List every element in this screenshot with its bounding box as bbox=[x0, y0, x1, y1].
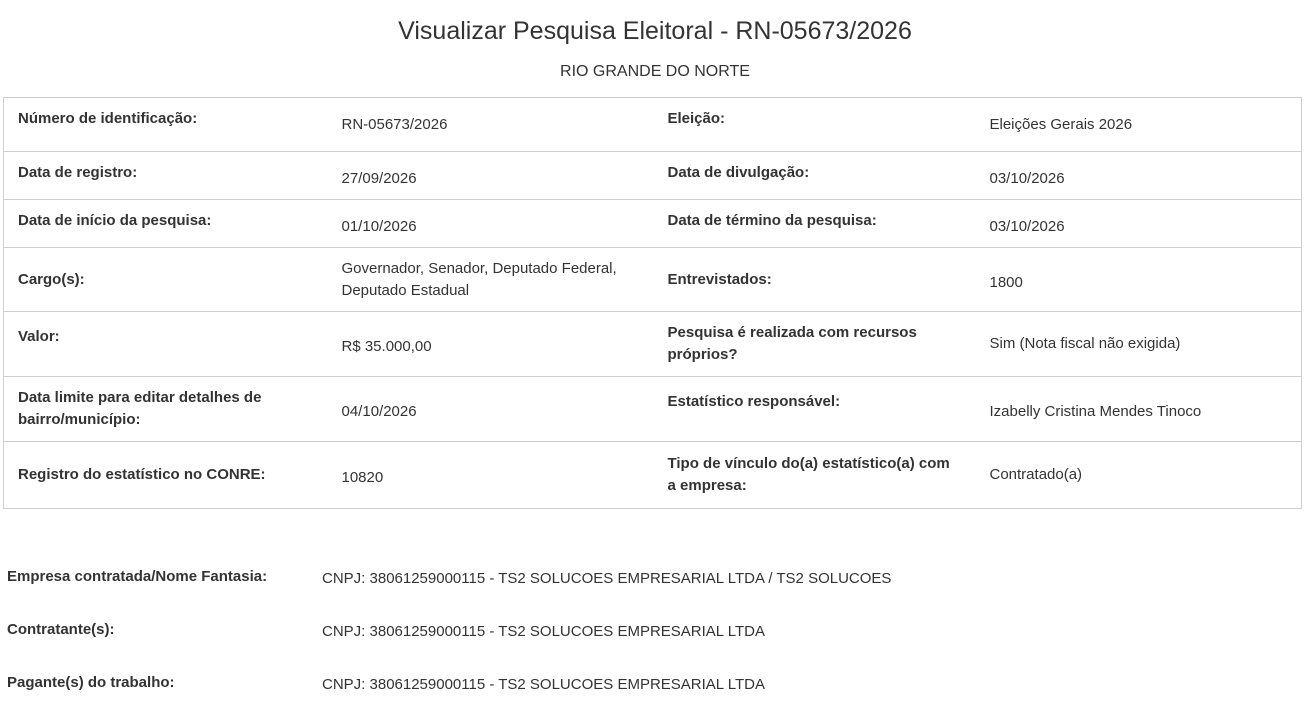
field-label-data-inicio: Data de início da pesquisa: bbox=[4, 200, 328, 248]
table-row bbox=[4, 442, 1302, 509]
field-value-eleicao: Eleições Gerais 2026 bbox=[976, 98, 1302, 152]
field-label-registro-conre: Registro do estatístico no CONRE: bbox=[4, 442, 328, 509]
field-value-data-limite: 04/10/2026 bbox=[328, 377, 654, 442]
table-row bbox=[4, 200, 1302, 248]
field-label-numero-identificacao: Número de identificação: bbox=[4, 98, 328, 152]
company-info-list bbox=[7, 568, 1297, 701]
field-label-recursos-proprios: Pesquisa é realizada com recursos próprios? bbox=[654, 312, 976, 377]
table-row bbox=[4, 152, 1302, 200]
table-row bbox=[4, 98, 1302, 152]
page-subtitle: RIO GRANDE DO NORTE bbox=[560, 63, 750, 80]
field-label-cargos: Cargo(s): bbox=[4, 248, 328, 312]
field-label-tipo-vinculo: Tipo de vínculo do(a) estatístico(a) com a empresa: bbox=[654, 442, 976, 509]
field-label-data-divulgacao: Data de divulgação: bbox=[654, 152, 976, 200]
field-label-eleicao: Eleição: bbox=[654, 98, 976, 152]
field-value-data-divulgacao: 03/10/2026 bbox=[976, 152, 1302, 200]
field-label-data-termino: Data de término da pesquisa: bbox=[654, 200, 976, 248]
list-item bbox=[7, 674, 1297, 701]
field-value-entrevistados: 1800 bbox=[976, 248, 1302, 312]
list-item bbox=[7, 621, 1297, 674]
field-value-registro-conre: 10820 bbox=[328, 442, 654, 509]
table-row bbox=[4, 312, 1302, 377]
field-value-numero-identificacao: RN-05673/2026 bbox=[328, 98, 654, 152]
field-label-data-limite: Data limite para editar detalhes de bairro/município: bbox=[4, 377, 328, 442]
table-row bbox=[4, 377, 1302, 442]
field-label-data-registro: Data de registro: bbox=[4, 152, 328, 200]
field-label-estatistico: Estatístico responsável: bbox=[654, 377, 976, 442]
pagante-label: Pagante(s) do trabalho: bbox=[7, 674, 175, 691]
field-value-tipo-vinculo: Contratado(a) bbox=[976, 442, 1302, 509]
contratante-value: CNPJ: 38061259000115 - TS2 SOLUCOES EMPRESARIAL LTDA bbox=[322, 623, 765, 640]
empresa-value: CNPJ: 38061259000115 - TS2 SOLUCOES EMPRESARIAL LTDA / TS2 SOLUCOES bbox=[322, 570, 892, 587]
field-value-data-inicio: 01/10/2026 bbox=[328, 200, 654, 248]
table-row bbox=[4, 248, 1302, 312]
field-value-data-registro: 27/09/2026 bbox=[328, 152, 654, 200]
list-item bbox=[7, 568, 1297, 621]
empresa-label: Empresa contratada/Nome Fantasia: bbox=[7, 568, 268, 585]
field-value-recursos-proprios: Sim (Nota fiscal não exigida) bbox=[976, 312, 1302, 377]
page-title: Visualizar Pesquisa Eleitoral - RN-05673/2026 bbox=[398, 17, 912, 45]
field-value-cargos: Governador, Senador, Deputado Federal, Deputado Estadual bbox=[328, 248, 654, 312]
field-label-entrevistados: Entrevistados: bbox=[654, 248, 976, 312]
field-value-estatistico: Izabelly Cristina Mendes Tinoco bbox=[976, 377, 1302, 442]
contratante-label: Contratante(s): bbox=[7, 621, 115, 638]
field-label-valor: Valor: bbox=[4, 312, 328, 377]
pagante-value: CNPJ: 38061259000115 - TS2 SOLUCOES EMPRESARIAL LTDA bbox=[322, 676, 765, 693]
field-value-valor: R$ 35.000,00 bbox=[328, 312, 654, 377]
details-table bbox=[3, 97, 1302, 509]
field-value-data-termino: 03/10/2026 bbox=[976, 200, 1302, 248]
